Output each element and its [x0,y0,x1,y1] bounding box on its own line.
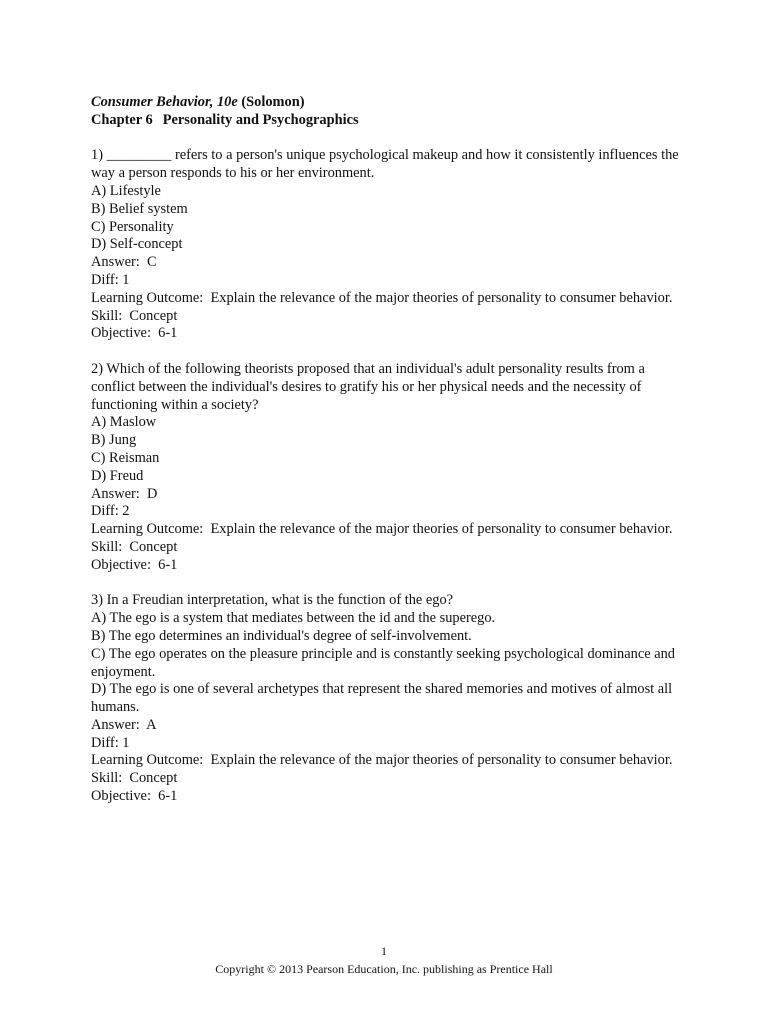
book-title: Consumer Behavior, 10e [91,94,238,110]
question-block [91,361,691,575]
skill: Skill: Concept [91,770,178,787]
answer-option: B) The ego determines an individual's degree of self-involvement. [91,627,472,644]
difficulty: Diff: 2 [91,503,130,520]
page-number: 1 [381,944,387,958]
objective: Objective: 6-1 [91,556,178,573]
learning-outcome: Learning Outcome: Explain the relevance of the major theories of personality to consumer behavior. [91,752,673,769]
answer-option: D) Self-concept [91,236,183,253]
chapter-heading [91,112,691,130]
copyright-notice: Copyright © 2013 Pearson Education, Inc. publishing as Prentice Hall [215,962,553,976]
objective: Objective: 6-1 [91,788,178,805]
answer-key: Answer: D [91,485,158,502]
answer-option: A) Maslow [91,414,157,431]
question-stem: 2) Which of the following theorists proposed that an individual's adult personality results from a conflict between the individual's desires to gratify his or her physical needs and the necessity of functioning within a society? [91,360,649,413]
skill: Skill: Concept [91,538,178,555]
answer-option: C) Reisman [91,449,160,466]
chapter-title: Personality and Psychographics [162,111,359,128]
learning-outcome: Learning Outcome: Explain the relevance of the major theories of personality to consumer behavior. [91,289,673,306]
skill: Skill: Concept [91,307,178,324]
answer-option: A) Lifestyle [91,182,161,199]
answer-option: D) The ego is one of several archetypes that represent the shared memories and motives of almost all humans. [91,681,676,716]
question-stem: 3) In a Freudian interpretation, what is the function of the ego? [91,592,454,609]
book-heading [91,94,691,112]
answer-option: C) Personality [91,218,174,235]
question-block [91,147,691,343]
answer-option: C) The ego operates on the pleasure principle and is constantly seeking psychological dominance and enjoyment. [91,645,679,680]
answer-option: A) The ego is a system that mediates between the id and the superego. [91,610,496,627]
question-stem: 1) _________ refers to a person's unique psychological makeup and how it consistently influences the way a person responds to his or her environment. [91,147,683,182]
question-block [91,592,691,806]
difficulty: Diff: 1 [91,271,130,288]
answer-option: B) Belief system [91,200,188,217]
book-author: (Solomon) [241,94,305,110]
answer-option: B) Jung [91,432,137,449]
answer-option: D) Freud [91,467,144,484]
difficulty: Diff: 1 [91,734,130,751]
answer-key: Answer: C [91,254,157,271]
objective: Objective: 6-1 [91,325,178,342]
answer-key: Answer: A [91,716,157,733]
learning-outcome: Learning Outcome: Explain the relevance of the major theories of personality to consumer behavior. [91,521,673,538]
chapter-number: Chapter 6 [91,111,153,128]
document-body [91,94,691,806]
question-list [91,147,691,805]
